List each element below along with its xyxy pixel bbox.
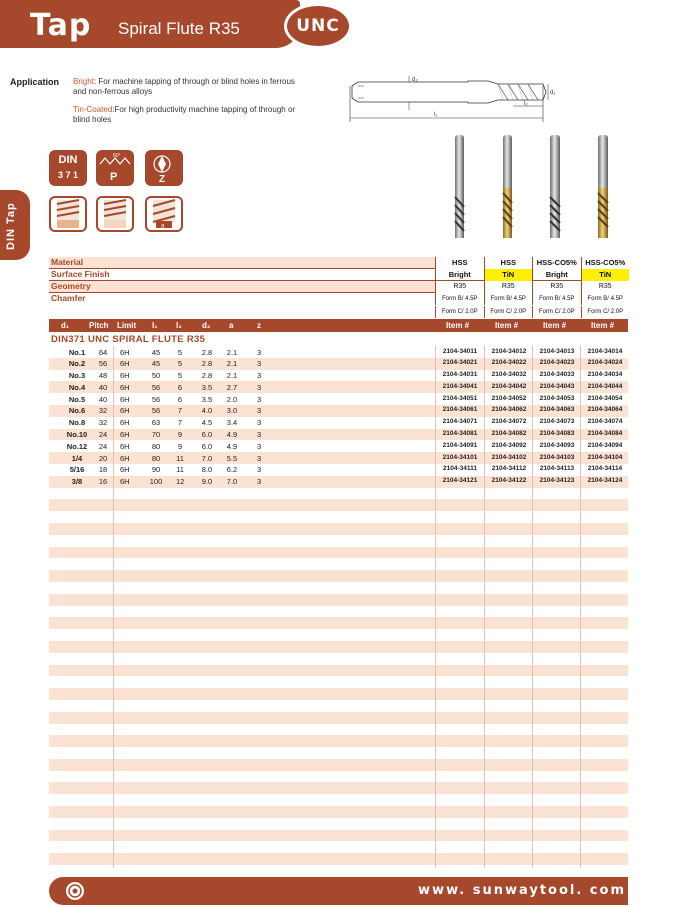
table-cell: No.10 xyxy=(66,430,88,440)
table-cell: 3 xyxy=(257,453,262,463)
din-icon-text: DIN xyxy=(58,154,78,166)
item-number: 2104-34113 xyxy=(539,465,575,473)
table-cell: 6H xyxy=(120,371,130,381)
table-cell: 20 xyxy=(98,453,108,463)
table-row xyxy=(49,381,628,393)
table-row xyxy=(49,346,628,358)
table-row xyxy=(49,523,628,535)
table-cell: 6H xyxy=(120,453,130,463)
item-number: 2104-34124 xyxy=(587,477,623,485)
table-row xyxy=(49,688,628,700)
column-header xyxy=(49,319,628,332)
chamfer-cell: Form C/ 2.0P xyxy=(484,306,533,318)
table-row xyxy=(49,676,628,688)
table-row xyxy=(49,429,628,441)
table-cell: 6H xyxy=(120,347,130,357)
table-cell: 64 xyxy=(98,347,108,357)
item-number: 2104-34043 xyxy=(539,382,575,390)
table-row xyxy=(49,782,628,794)
item-number: 2104-34013 xyxy=(539,347,575,355)
item-number: 2104-34114 xyxy=(587,465,623,473)
table-row xyxy=(49,452,628,464)
table-cell: 6.0 xyxy=(201,441,213,451)
item-number: 2104-34044 xyxy=(587,382,623,390)
item-number: 2104-34023 xyxy=(539,359,575,367)
geometry-cell: R35 xyxy=(581,281,630,293)
table-cell: No.2 xyxy=(68,359,86,369)
table-cell: 7 xyxy=(177,406,183,416)
page-title: Tap xyxy=(30,8,92,43)
table-cell: 6.0 xyxy=(201,430,213,440)
brand-logo-icon xyxy=(66,882,84,900)
table-cell: 100 xyxy=(149,477,163,487)
tin-term: Tin-Coated xyxy=(73,105,113,114)
table-row xyxy=(49,653,628,665)
table-cell: 9.0 xyxy=(201,477,213,487)
finish-cell: TiN xyxy=(484,269,533,281)
table-cell: 3 xyxy=(257,465,262,475)
table-cell: 63 xyxy=(151,418,161,428)
item-number: 2104-34042 xyxy=(491,382,527,390)
tin-text: :For high productivity machine tapping of through or blind holes xyxy=(73,105,296,124)
table-cell: 4.9 xyxy=(226,441,238,451)
table-cell: No.1 xyxy=(68,347,86,357)
material-cell: HSS-CO5% xyxy=(532,257,581,269)
section-title: DIN371 UNC SPIRAL FLUTE R35 xyxy=(51,334,206,345)
table-cell: 3 xyxy=(257,418,262,428)
data-table xyxy=(49,346,628,865)
size-a-icon xyxy=(145,196,183,232)
table-row xyxy=(49,582,628,594)
table-cell: 6H xyxy=(120,382,130,392)
table-cell: 6H xyxy=(120,430,130,440)
col-item: Item # xyxy=(591,321,615,330)
table-cell: No.12 xyxy=(66,441,88,451)
table-cell: 24 xyxy=(98,441,108,451)
side-tab-label: DIN Tap xyxy=(5,202,17,250)
table-cell: 18 xyxy=(98,465,108,475)
table-cell: 3 xyxy=(257,441,262,451)
table-row xyxy=(49,665,628,677)
item-number: 2104-34033 xyxy=(539,371,575,379)
blind-hole-icon xyxy=(96,196,134,232)
side-tab xyxy=(0,190,30,260)
thread-angle-label: 60° xyxy=(113,153,121,159)
chamfer-cell: Form B/ 4.5P xyxy=(484,293,533,305)
item-number: 2104-34034 xyxy=(587,371,623,379)
finish-cell: TiN xyxy=(581,269,630,281)
table-row xyxy=(49,806,628,818)
table-cell: 50 xyxy=(151,371,161,381)
item-number: 2104-34022 xyxy=(491,359,527,367)
item-number: 2104-34121 xyxy=(442,477,478,485)
table-cell: 6.2 xyxy=(226,465,238,475)
table-row xyxy=(49,759,628,771)
table-cell: 32 xyxy=(98,418,108,428)
table-cell: 2.1 xyxy=(226,359,238,369)
table-row xyxy=(49,499,628,511)
finish-row xyxy=(49,269,628,281)
geometry-cell: R35 xyxy=(532,281,581,293)
item-number: 2104-34031 xyxy=(442,371,478,379)
chamfer-label: Chamfer xyxy=(51,293,86,303)
table-cell: 70 xyxy=(151,430,161,440)
table-row xyxy=(49,358,628,370)
item-number: 2104-34084 xyxy=(587,430,623,438)
table-row xyxy=(49,547,628,559)
table-row xyxy=(49,476,628,488)
table-row xyxy=(49,818,628,830)
item-number: 2104-34012 xyxy=(491,347,527,355)
table-row xyxy=(49,393,628,405)
table-row xyxy=(49,535,628,547)
item-number: 2104-34092 xyxy=(491,441,527,449)
table-cell: 6H xyxy=(120,465,130,475)
col-d2: d₂ xyxy=(202,321,211,330)
table-cell: 3.4 xyxy=(226,418,238,428)
table-cell: 6H xyxy=(120,394,130,404)
table-cell: 3 xyxy=(257,430,262,440)
geometry-row xyxy=(49,281,628,293)
table-cell: 45 xyxy=(151,347,161,357)
item-number: 2104-34024 xyxy=(587,359,623,367)
page-header xyxy=(0,0,300,48)
table-cell: 40 xyxy=(98,394,108,404)
item-number: 2104-34051 xyxy=(442,394,478,402)
table-cell: 6H xyxy=(120,441,130,451)
item-number: 2104-34112 xyxy=(491,465,527,473)
item-number: 2104-34071 xyxy=(442,418,478,426)
l2-label: l₂ xyxy=(524,101,528,107)
table-cell: No.4 xyxy=(68,382,86,392)
item-number: 2104-34074 xyxy=(587,418,623,426)
table-cell: 12 xyxy=(176,477,185,487)
item-number: 2104-34081 xyxy=(442,430,478,438)
table-row xyxy=(49,440,628,452)
website-url[interactable]: www. sunwaytool. com xyxy=(418,883,626,898)
table-cell: 9 xyxy=(177,441,183,451)
table-row xyxy=(49,558,628,570)
table-cell: 7 xyxy=(177,418,183,428)
table-cell: 4.0 xyxy=(201,406,213,416)
bright-text: : For machine tapping of through or blind holes in ferrous and non-ferrous alloys xyxy=(73,77,295,96)
table-row xyxy=(49,606,628,618)
chamfer-cell: Form B/ 4.5P xyxy=(532,293,581,305)
unc-badge: UNC xyxy=(284,3,352,49)
col-pitch: Pitch xyxy=(89,321,109,330)
table-cell: 3 xyxy=(257,382,262,392)
photo-hssco-bright xyxy=(550,135,560,238)
table-cell: 40 xyxy=(98,382,108,392)
table-cell: 2.8 xyxy=(201,359,213,369)
table-row xyxy=(49,570,628,582)
grid-line xyxy=(435,346,436,868)
size-a-label: a xyxy=(161,223,165,230)
table-row xyxy=(49,853,628,865)
grid-line xyxy=(113,346,114,868)
chamfer-row-b xyxy=(49,305,628,318)
page-subtitle: Spiral Flute R35 xyxy=(118,19,240,38)
item-number: 2104-34102 xyxy=(491,453,527,461)
item-number: 2104-34021 xyxy=(442,359,478,367)
spec-table xyxy=(49,257,628,318)
table-row xyxy=(49,712,628,724)
table-cell: 2.8 xyxy=(201,371,213,381)
item-number: 2104-34061 xyxy=(442,406,478,414)
table-row xyxy=(49,629,628,641)
l1-label: l₁ xyxy=(434,112,438,118)
table-cell: 5 xyxy=(177,371,183,381)
table-cell: 4.9 xyxy=(226,430,238,440)
table-cell: 3 xyxy=(257,406,262,416)
geometry-label: Geometry xyxy=(51,281,91,291)
table-row xyxy=(49,417,628,429)
grid-line xyxy=(580,346,581,868)
table-cell: 5 xyxy=(177,347,183,357)
item-number: 2104-34072 xyxy=(491,418,527,426)
item-number: 2104-34123 xyxy=(539,477,575,485)
table-cell: 80 xyxy=(151,441,161,451)
table-cell: 80 xyxy=(151,453,161,463)
item-number: 2104-34041 xyxy=(442,382,478,390)
table-cell: 24 xyxy=(98,430,108,440)
item-number: 2104-34122 xyxy=(491,477,527,485)
din-icon xyxy=(49,150,87,186)
item-number: 2104-34064 xyxy=(587,406,623,414)
table-row xyxy=(49,641,628,653)
table-cell: 56 xyxy=(151,406,161,416)
table-row xyxy=(49,370,628,382)
table-cell: 3 xyxy=(257,477,262,487)
table-cell: 3/8 xyxy=(71,477,83,487)
table-cell: 3.0 xyxy=(226,406,238,416)
material-row xyxy=(49,257,628,269)
table-cell: 6 xyxy=(177,382,183,392)
chamfer-row xyxy=(49,293,628,305)
table-cell: 11 xyxy=(176,453,184,463)
table-row xyxy=(49,747,628,759)
table-row xyxy=(49,794,628,806)
d1-label: d₁ xyxy=(550,90,556,96)
material-label: Material xyxy=(51,257,84,267)
material-cell: HSS-CO5% xyxy=(581,257,630,269)
table-cell: 8.0 xyxy=(201,465,213,475)
item-number: 2104-34111 xyxy=(443,465,477,473)
table-cell: 56 xyxy=(151,394,161,404)
table-row xyxy=(49,617,628,629)
table-cell: 1/4 xyxy=(71,453,83,463)
application-label: Application xyxy=(10,77,59,87)
col-d1: d₁ xyxy=(61,321,70,330)
din-icon-number: 3 7 1 xyxy=(57,170,79,180)
table-cell: No.8 xyxy=(68,418,86,428)
table-cell: 3 xyxy=(257,394,262,404)
col-l1: l₁ xyxy=(152,321,158,330)
table-cell: 2.8 xyxy=(201,347,213,357)
material-cell: HSS xyxy=(435,257,484,269)
chamfer-cell: Form C/ 2.0P xyxy=(532,306,581,318)
col-l2: l₂ xyxy=(176,321,182,330)
chamfer-cell: Form C/ 2.0P xyxy=(581,306,630,318)
table-cell: 6H xyxy=(120,477,130,487)
finish-label: Surface Finish xyxy=(51,269,110,279)
table-cell: 48 xyxy=(98,371,108,381)
col-a: a xyxy=(229,321,234,330)
chamfer-cell: Form B/ 4.5P xyxy=(581,293,630,305)
item-number: 2104-34052 xyxy=(491,394,527,402)
table-cell: No.6 xyxy=(68,406,86,416)
table-row xyxy=(49,841,628,853)
tap-drawing xyxy=(348,72,563,127)
photo-hss-tin xyxy=(503,135,512,238)
item-number: 2104-34094 xyxy=(587,441,623,449)
item-number: 2104-34104 xyxy=(587,453,623,461)
pitch-icon-label: P xyxy=(110,171,118,183)
item-number: 2104-34032 xyxy=(491,371,527,379)
table-cell: 56 xyxy=(98,359,108,369)
flute-count-label: Z xyxy=(159,174,166,185)
col-z: z xyxy=(257,321,261,330)
table-cell: 5.5 xyxy=(226,453,238,463)
table-cell: 90 xyxy=(151,465,161,475)
table-cell: 2.1 xyxy=(226,371,238,381)
col-item: Item # xyxy=(495,321,519,330)
item-number: 2104-34101 xyxy=(442,453,478,461)
table-cell: 5 xyxy=(177,359,183,369)
chamfer-cell: Form C/ 2.0P xyxy=(435,306,484,318)
application-text xyxy=(73,77,298,133)
table-cell: 3 xyxy=(257,359,262,369)
thread-angle-icon xyxy=(96,150,134,186)
flute-count-icon xyxy=(145,150,183,186)
table-cell: 5/16 xyxy=(69,465,85,475)
item-number: 2104-34011 xyxy=(442,347,478,355)
table-cell: 7.0 xyxy=(226,477,238,487)
item-number: 2104-34091 xyxy=(442,441,478,449)
table-cell: 3 xyxy=(257,347,262,357)
col-limit: Limit xyxy=(117,321,137,330)
table-cell: No.3 xyxy=(68,371,86,381)
item-number: 2104-34073 xyxy=(539,418,575,426)
col-item: Item # xyxy=(446,321,470,330)
table-cell: 11 xyxy=(176,465,184,475)
spiral-flute-icon xyxy=(49,196,87,232)
table-cell: 6H xyxy=(120,418,130,428)
table-cell: 3.5 xyxy=(201,382,213,392)
material-cell: HSS xyxy=(484,257,533,269)
table-cell: 6 xyxy=(177,394,183,404)
table-row xyxy=(49,464,628,476)
table-cell: 3 xyxy=(257,371,262,381)
table-cell: 2.0 xyxy=(226,394,238,404)
table-row xyxy=(49,735,628,747)
page-footer xyxy=(49,877,628,905)
grid-line xyxy=(532,346,533,868)
geometry-cell: R35 xyxy=(435,281,484,293)
table-cell: 3.5 xyxy=(201,394,213,404)
photo-hssco-tin xyxy=(598,135,608,238)
chamfer-cell: Form B/ 4.5P xyxy=(435,293,484,305)
item-number: 2104-34062 xyxy=(491,406,527,414)
table-row xyxy=(49,511,628,523)
finish-cell: Bright xyxy=(435,269,484,281)
table-cell: 7.0 xyxy=(201,453,213,463)
item-number: 2104-34103 xyxy=(539,453,575,461)
table-cell: 16 xyxy=(98,477,108,487)
item-number: 2104-34082 xyxy=(491,430,527,438)
geometry-cell: R35 xyxy=(484,281,533,293)
table-row xyxy=(49,700,628,712)
item-number: 2104-34014 xyxy=(587,347,623,355)
table-cell: 9 xyxy=(177,430,183,440)
photo-hss-bright xyxy=(455,135,464,238)
grid-line xyxy=(484,346,485,868)
d2-label: d₂ xyxy=(412,77,418,83)
table-row xyxy=(49,771,628,783)
table-row xyxy=(49,405,628,417)
table-cell: 6H xyxy=(120,406,130,416)
item-number: 2104-34063 xyxy=(539,406,575,414)
item-number: 2104-34053 xyxy=(539,394,575,402)
item-number: 2104-34093 xyxy=(539,441,575,449)
tap-photos xyxy=(440,133,630,243)
table-cell: 56 xyxy=(151,382,161,392)
table-row xyxy=(49,830,628,842)
table-cell: 2.7 xyxy=(226,382,238,392)
table-cell: 45 xyxy=(151,359,161,369)
item-number: 2104-34083 xyxy=(539,430,575,438)
table-cell: 6H xyxy=(120,359,130,369)
finish-cell: Bright xyxy=(532,269,581,281)
table-cell: No.5 xyxy=(68,394,86,404)
table-cell: 4.5 xyxy=(201,418,213,428)
col-item: Item # xyxy=(543,321,567,330)
table-cell: 2.1 xyxy=(226,347,238,357)
table-row xyxy=(49,724,628,736)
item-number: 2104-34054 xyxy=(587,394,623,402)
bright-term: Bright xyxy=(73,77,94,86)
table-row xyxy=(49,594,628,606)
table-cell: 32 xyxy=(98,406,108,416)
table-row xyxy=(49,488,628,500)
